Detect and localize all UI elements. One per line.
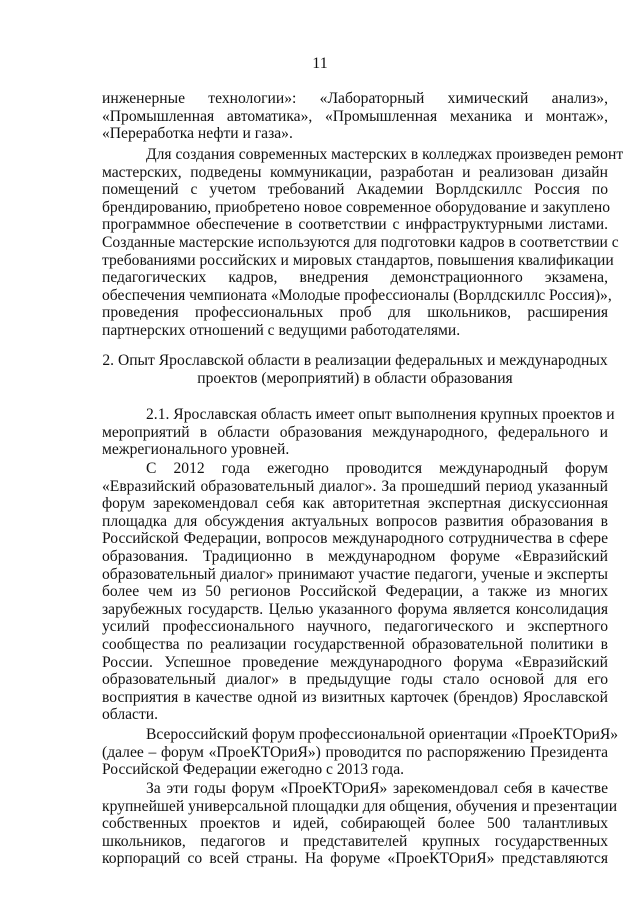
- text-line: С 2012 года ежегодно проводится международный форум: [146, 460, 608, 477]
- text-line: обеспечения чемпионата «Молодые профессионалы (Ворлдскиллс Россия)»,: [102, 286, 612, 304]
- text-line: проведения профессиональных проб для школьников, расширения: [102, 304, 608, 322]
- text-line: Российской Федерации ежегодно с 2013 года.: [102, 761, 405, 779]
- text-line: более чем из 50 регионов Российской Федерации, а также из многих: [102, 583, 608, 601]
- text-line: программное обеспечение в соответствии с инфраструктурными листами.: [102, 216, 608, 234]
- text-line: Российской Федерации, вопросов международного сотрудничества в сфере: [102, 530, 608, 548]
- text-line: «Евразийский образовательный диалог». За прошедший период указанный: [102, 477, 608, 495]
- text-line: образовательный диалог» в предыдущие годы стало основой для его: [102, 671, 608, 689]
- text-line: собственных проектов и идей, собирающей более 500 талантливых: [102, 815, 608, 833]
- text-line: России. Успешное проведение международного форума «Евразийский: [102, 653, 608, 671]
- text-line: восприятия в качестве одной из визитных карточек (брендов) Ярославской: [102, 688, 608, 706]
- text-line: площадка для обсуждения актуальных вопросов развития образования в: [102, 512, 608, 530]
- text-line: «Переработка нефти и газа».: [102, 125, 293, 143]
- heading-line: 2. Опыт Ярославской области в реализации федеральных и международных: [102, 352, 608, 369]
- heading-line: проектов (мероприятий) в области образования: [197, 370, 513, 387]
- text-line: Для создания современных мастерских в колледжах произведен ремонт: [146, 146, 624, 163]
- text-line: требованиями российских и мировых стандартов, повышения квалификации: [102, 251, 614, 269]
- text-line: образования. Традиционно в международном форуме «Евразийский: [102, 547, 608, 565]
- text-line: брендированию, приобретено новое современное оборудование и закуплено: [102, 198, 611, 216]
- paragraph-workshops: [102, 146, 624, 340]
- text-line: области.: [102, 706, 159, 724]
- text-line: форум зарекомендовал себя как авторитетная экспертная дискуссионная: [102, 495, 608, 513]
- paragraph-eurasian-forum: [102, 460, 608, 724]
- text-line: усилий профессионального научного, педагогического и экспертного: [102, 618, 608, 636]
- text-line: (далее – форум «ПроеКТОриЯ») проводится по распоряжению Президента: [102, 743, 608, 761]
- text-line: педагогических кадров, внедрения демонстрационного экзамена,: [102, 269, 608, 287]
- text-line: 2.1. Ярославская область имеет опыт выполнения крупных проектов и: [146, 406, 615, 423]
- text-line: Всероссийский форум профессиональной ориентации «ПроеКТОриЯ»: [146, 726, 619, 743]
- text-line: зарубежных государств. Целью указанного форума является консолидация: [102, 600, 608, 618]
- text-line: мероприятий в области образования международного, федерального и: [102, 423, 608, 441]
- page-number: 11: [312, 55, 328, 72]
- text-line: школьников, педагогов и представителей крупных государственных: [102, 832, 608, 850]
- text-line: партнерских отношений с ведущими работодателями.: [102, 321, 461, 339]
- text-line: межрегионального уровней.: [102, 441, 290, 459]
- paragraph-trades-list: [102, 90, 608, 143]
- text-line: За эти годы форум «ПроеКТОриЯ» зарекомендовал себя в качестве: [146, 780, 608, 797]
- text-line: мастерских, подведены коммуникации, разработан и реализован дизайн: [102, 163, 608, 181]
- text-line: крупнейшей универсальной площадки для общения, обучения и презентации: [102, 797, 618, 815]
- text-line: образовательный диалог» принимают участие педагоги, ученые и эксперты: [102, 565, 608, 583]
- paragraph-region-experience: [102, 406, 615, 459]
- text-line: сообщества по реализации государственной образовательной политики в: [102, 635, 608, 653]
- text-line: инженерные технологии»: «Лабораторный химический анализ»,: [102, 90, 608, 107]
- text-line: корпораций со всей страны. На форуме «ПроеКТОриЯ» представляются: [102, 850, 608, 868]
- paragraph-proektoria-details: [102, 780, 618, 868]
- text-line: «Промышленная автоматика», «Промышленная механика и монтаж»,: [102, 107, 608, 125]
- section-heading: [102, 352, 608, 388]
- text-line: помещений с учетом требований Академии Ворлдскиллс Россия по: [102, 181, 608, 199]
- text-line: Созданные мастерские используются для подготовки кадров в соответствии с: [102, 233, 619, 251]
- paragraph-proektoria-intro: [102, 726, 619, 779]
